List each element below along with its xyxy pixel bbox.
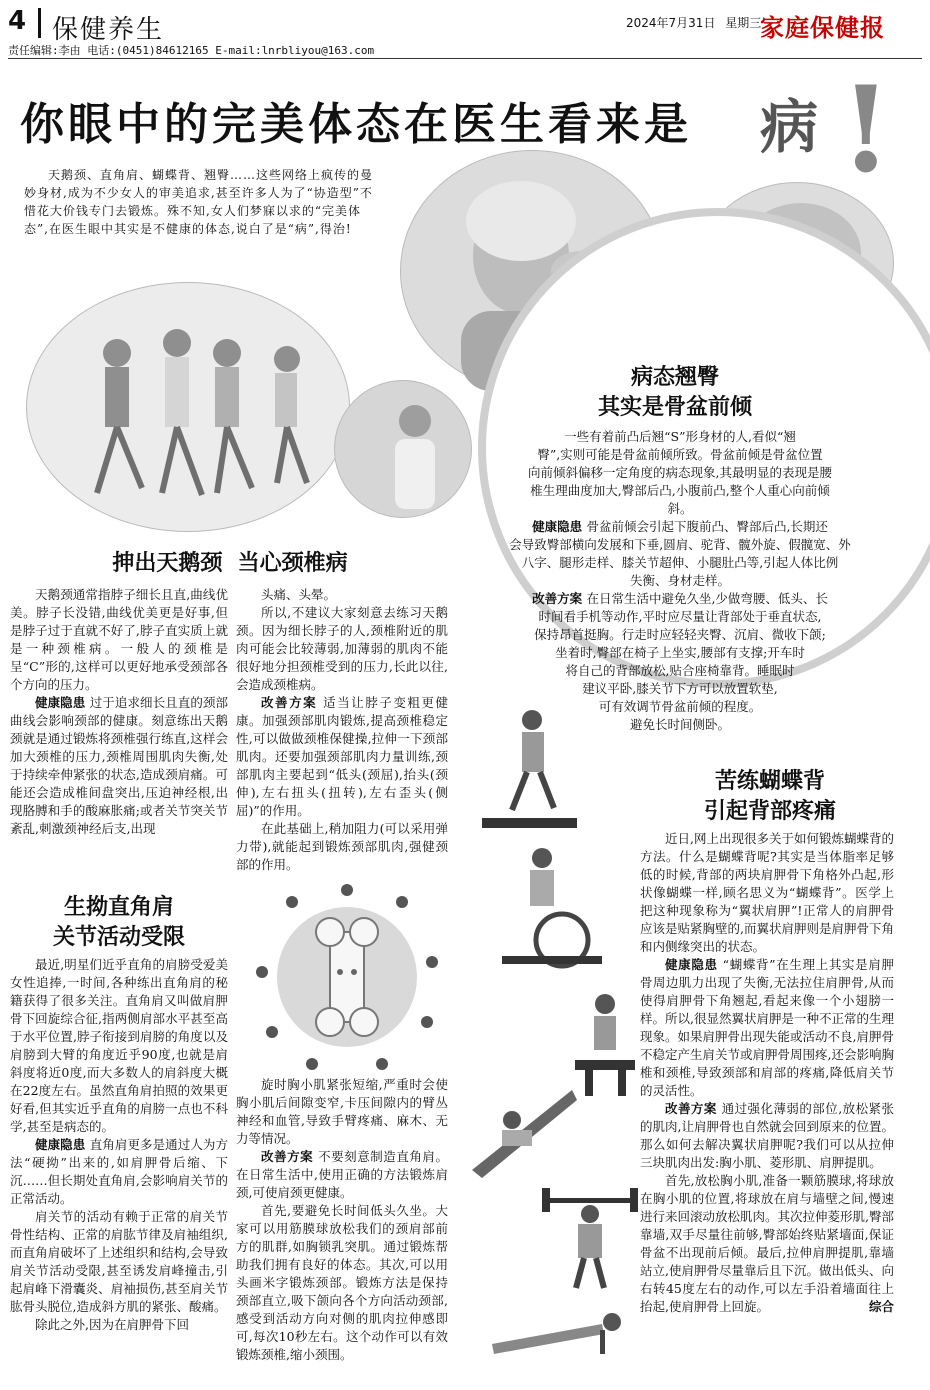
- paragraph: 头痛、头晕。: [261, 587, 337, 602]
- paragraph: 肩关节的活动有赖于正常的肩关节骨性结构、正常的肩肱节律及肩袖组织,而直角肩破坏了上述组织和结构,会导致肩关节活动受限,甚至诱发肩峰撞击,引起肩峰下滑囊炎、肩袖损伤,甚至肩关节肱骨头脱位,造成斜方肌的紧张、酸痛。: [10, 1209, 228, 1314]
- exercise-bike-icon: [482, 844, 612, 974]
- paragraph: [236, 694, 448, 820]
- photo-elderly-exercise-group: [26, 282, 350, 532]
- paragraph: 首先,放松胸小肌,准备一颗筋膜球,将球放在胸小肌的位置,将球放在肩与墙壁之间,慢速进行来回滚动放松肌肉。其次拉伸菱形肌,臀部靠墙,双手尽量往前够,臀部始终贴紧墙面,保证骨盆不出现前后倾。最后,拉伸肩胛提肌,靠墙站立,使肩胛骨尽量靠后且下沉。做出低头、向右转45度左右的动作,可以左手沿着墙面往上抬起,使肩胛骨上回旋。 综合: [640, 1173, 894, 1314]
- editor-contact-line: 责任编辑:李由 电话:(0451)84612165 E-mail:lnrbliyou@163.com: [8, 44, 375, 57]
- hip-line: 椎生理曲度加大,臀部后凸,小腹前凸,整个人重心向前倾: [530, 483, 830, 498]
- hip-line: 改善方案 在日常生活中避免久坐,少做弯腰、低头、长: [532, 591, 828, 606]
- exercise-group-illustration: [27, 283, 349, 531]
- hip-line: 时间看手机等动作,平时应尽量让背部处于垂直状态,: [538, 609, 822, 624]
- paragraph-keyword: 改善方案: [261, 695, 324, 710]
- hip-section-title: 病态翘臀 其实是骨盆前倾: [597, 364, 752, 420]
- paragraph-keyword: 改善方案: [665, 1101, 722, 1116]
- butterfly-section-body: [640, 830, 894, 1316]
- paragraph: [236, 1148, 448, 1202]
- swan-neck-section-title: 抻出天鹅颈 当心颈椎病: [112, 550, 348, 576]
- barbell-icon: [540, 1184, 640, 1294]
- masthead-rule: [8, 58, 922, 59]
- shoulder-column-1: [10, 956, 228, 1334]
- paragraph: 最近,明星们近乎直角的肩膀受爱美女性追捧,一时间,各种练出直角肩的秘籍获得了很多关注。直角肩又叫做肩胛骨下回旋综合征,指两侧肩部水平甚至高于水平位置,脖子衔接到肩膀的角度以及肩膀到大臂的角度近乎90度,也就是肩斜度将近0度,而大多数人的肩斜度大概在22度左右。虽然直角肩拍照的效果更好看,但其实近乎直角的肩膀一点也不科学,甚至是病态的。: [10, 957, 228, 1134]
- hip-line: 避免长时间侧卧。: [629, 717, 730, 732]
- paragraph-text: 通过强化薄弱的部位,放松紧张的肌肉,让肩胛骨也自然就会回到原来的位置。那么如何去解决翼状肩胛呢?我们可以从拉伸三块肌肉出发:胸小肌、菱形肌、肩胛提肌。: [640, 1101, 894, 1170]
- hip-line: 可有效调节骨盆前倾的程度。: [598, 699, 762, 714]
- hip-line: 保持昂首挺胸。行走时应轻轻夹臀、沉肩、微收下颌;: [534, 627, 826, 642]
- headline-exclamation-mark: !: [840, 60, 892, 199]
- hip-line: 斜。: [667, 501, 693, 516]
- paragraph-text: 适当让脖子变粗更健康。加强颈部肌肉锻炼,提高颈椎稳定性,可以做做颈椎保健操,拉伸一下颈部肌肉。还要加强颈部肌肉力量训练,颈部肌肉主要起到“低头(颈屈),抬头(颈伸),左右扭头(扭转),左右歪头(侧屈)”的作用。: [236, 695, 448, 818]
- pushup-icon: [482, 1300, 632, 1360]
- article-byline: 综合: [868, 1299, 894, 1314]
- hip-line: 坐着时,臀部在椅子上坐实,腰部有支撑;开车时: [555, 645, 805, 660]
- shoulder-section-title: 生拗直角肩 关节活动受限: [52, 894, 185, 950]
- hip-line: 臀”,实则可能是骨盆前倾所致。骨盆前倾是骨盆位置: [537, 447, 823, 462]
- paragraph-keyword: 改善方案: [261, 1149, 319, 1164]
- issue-weekday: 星期三: [725, 16, 762, 30]
- paragraph-text: 直角肩更多是通过人为方法“硬拗”出来的,如肩胛骨后缩、下沉……但长期处直角肩,会影响肩关节的正常活动。: [10, 1137, 228, 1206]
- paragraph: 旋时胸小肌紧张短缩,严重时会使胸小肌后间隙变窄,卡压间隙内的臂丛神经和血管,导致手臂疼痛、麻木、无力等情况。: [236, 1077, 448, 1146]
- hip-line: 向前倾斜偏移一定角度的病态现象,其最明显的表现是腰: [528, 465, 832, 480]
- paragraph: [640, 956, 894, 1100]
- hip-line: 健康隐患 骨盆前倾会引起下腹前凸、臀部后凸,长期还: [532, 519, 828, 534]
- hip-line: 建议平卧,膝关节下方可以放置软垫,: [582, 681, 778, 696]
- paragraph-keyword: 健康隐患: [35, 695, 90, 710]
- paragraph-keyword: 健康隐患: [35, 1137, 90, 1152]
- butterfly-section-title: 苦练蝴蝶背 引起背部疼痛: [703, 768, 836, 824]
- shoulder-column-2: [236, 1076, 448, 1364]
- paragraph-text: “蝴蝶背”在生理上其实是肩胛骨周边肌力出现了失衡,无法拉住肩胛骨,从而使得肩胛骨下角翘起,看起来像一个小翅膀一样。所以,很显然翼状肩胛是一种不正常的生理现象。如果肩胛骨出现失能或活动不良,肩胛骨不稳定产生肩关节或肩胛骨周围疼,还会影响胸椎和颈椎,导致颈部和肩部的疼痛,降低肩关节的灵活性。: [640, 957, 894, 1098]
- exercise-bike-illustration: [482, 844, 612, 974]
- paragraph-text: 不要刻意制造直角肩。在日常生活中,使用正确的方法锻炼肩颈,可使肩颈更健康。: [236, 1149, 448, 1200]
- hip-line: 八字、腿形走样、膝关节超伸、小腿肚凸等,引起人体比例: [521, 555, 839, 570]
- swan-neck-column-2: [236, 586, 448, 874]
- issue-date: 2024年7月31日: [626, 16, 716, 30]
- hip-line: 失衡、身材走样。: [629, 573, 730, 588]
- treadmill-icon: [472, 700, 582, 840]
- barbell-squat-illustration: [540, 1184, 640, 1294]
- paragraph: 除此之外,因为在肩胛骨下回: [35, 1317, 189, 1332]
- paragraph: 近日,网上出现很多关于如何锻炼蝴蝶背的方法。什么是蝴蝶背呢?其实是当体脂率足够低的时候,背部的两块肩胛骨下角格外凸起,形状像蝴蝶一样,顾名思义为“蝴蝶背”。医学上把这种现象称为“翼状肩胛”!正常人的肩胛骨应该是贴紧胸壁的,而翼状肩胛则是肩胛骨下角和内侧缘突出的状态。: [640, 831, 894, 954]
- paragraph: [10, 694, 228, 838]
- photo-woman-back-pain: [334, 380, 472, 518]
- paragraph-keyword: 健康隐患: [532, 519, 587, 534]
- pushup-illustration: [482, 1300, 632, 1360]
- treadmill-runner-illustration: [472, 700, 582, 840]
- paragraph-text: 过于追求细长且直的颈部曲线会影响颈部的健康。刻意练出天鹅颈就是通过锻炼将颈椎强行练直,这样会加大颈椎的压力,颈椎周围肌肉失衡,处于持续牵伸紧张的状态,造成颈肩痛。可能还会造成椎间盘突出,压迫神经根,出现胳膊和手的酸麻胀痛;或者关节突关节紊乱,刺激颈神经后支,出现: [10, 695, 228, 836]
- paragraph: [10, 1136, 228, 1208]
- exercise-icons-circle-illustration: [252, 882, 442, 1072]
- newspaper-name: 家庭保健报: [760, 13, 885, 42]
- leg-press-icon: [462, 1070, 582, 1180]
- woman-back-pain-illustration: [335, 381, 471, 517]
- hip-line: 将自己的背部放松,贴合座椅靠背。睡眠时: [565, 663, 795, 678]
- swan-neck-column-1: [10, 586, 228, 838]
- hip-section-body: [480, 428, 880, 734]
- paragraph: 天鹅颈通常指脖子细长且直,曲线优美。脖子长没错,曲线优美更是好事,但是脖子过于直就不好了,脖子直实质上就是一种颈椎病。一般人的颈椎是呈“C”形的,这样可以更好地承受颈部各个方向的压力。: [10, 587, 228, 692]
- section-name: 保健养生: [52, 15, 165, 45]
- headline-emphasis: 病: [760, 93, 819, 161]
- page-number: 4: [8, 6, 27, 36]
- bone-in-circle-illustration: [252, 882, 442, 1072]
- hip-line: 会导致臀部横向发展和下垂,圆肩、驼背、髋外旋、假髋宽、外: [509, 537, 851, 552]
- paragraph-keyword: 健康隐患: [665, 957, 723, 972]
- paragraph: 所以,不建议大家刻意去练习天鹅颈。因为细长脖子的人,颈椎附近的肌肉可能会比较薄弱,加薄弱的肌肉不能很好地分担颈椎受到的压力,长此以往,会造成颈椎病。: [236, 605, 448, 692]
- dateline: [626, 14, 761, 31]
- main-headline: 你眼中的完美体态在医生看来是: [20, 99, 692, 150]
- paragraph: [640, 1100, 894, 1172]
- page-number-divider: [38, 8, 41, 38]
- paragraph-keyword: 改善方案: [532, 591, 587, 606]
- paragraph: 在此基础上,稍加阻力(可以采用弹力带),就能起到锻炼颈部肌肉,强健颈部的作用。: [236, 821, 448, 872]
- leg-press-illustration: [462, 1070, 582, 1180]
- intro-paragraph: 天鹅颈、直角肩、蝴蝶背、翘臀……这些网络上疯传的曼妙身材,成为不少女人的审美追求,甚至许多人为了“协造型”不惜花大价钱专门去锻炼。殊不知,女人们梦寐以求的“完美体态”,在医生眼中其实是不健康的体态,说白了是“病”,得治!: [24, 168, 374, 236]
- hip-line: 一些有着前凸后翘“S”形身材的人,看似“翘: [564, 429, 796, 444]
- paragraph: 首先,要避免长时间低头久坐。大家可以用筋膜球放松我们的颈肩部前方的肌群,如胸锁乳突肌。通过锻炼帮助我们拥有良好的体态。其次,可以用头画米字锻炼颈部。锻炼方法是保持颈部直立,吸下颌向各个方向活动颈部,感受到活动方向对侧的肌肉拉伸感即可,每次10秒左右。这个动作可以有效锻炼颈椎,缩小颈围。: [236, 1203, 448, 1362]
